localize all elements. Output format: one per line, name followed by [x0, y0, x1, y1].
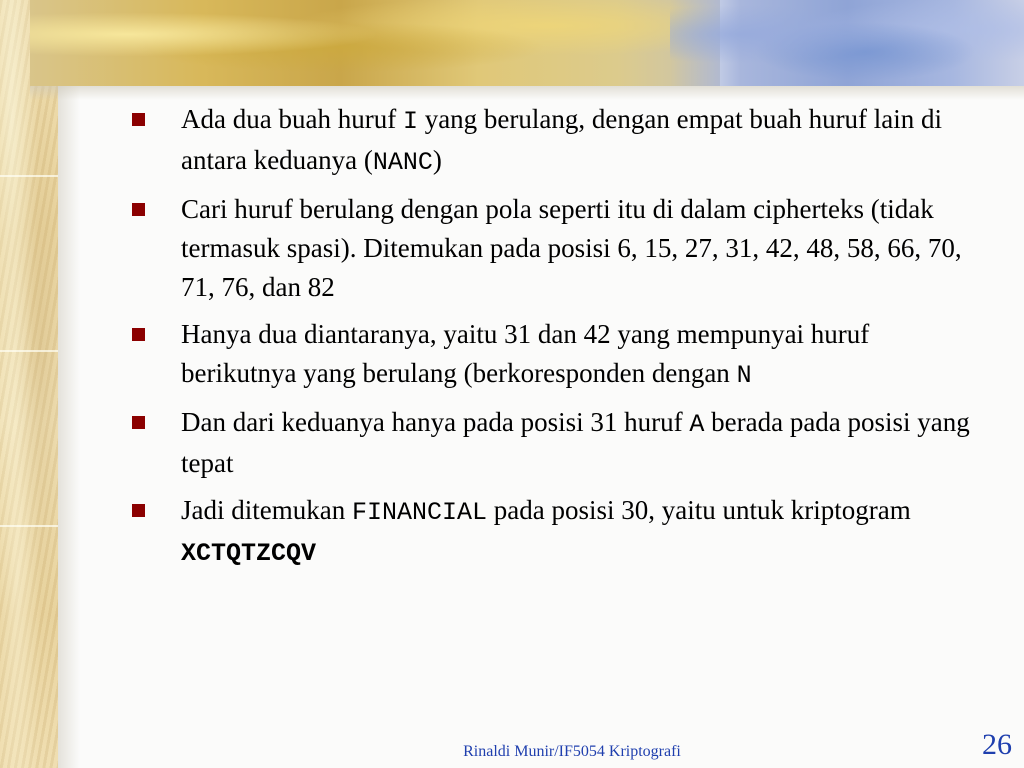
text-run: Dan dari keduanya hanya pada posisi 31 huruf [181, 407, 690, 437]
bullet-text [181, 104, 942, 175]
mono-text-run: NANC [372, 148, 433, 177]
bullet-item [130, 100, 990, 182]
text-run: Ada dua buah huruf [181, 104, 403, 134]
square-bullet-icon [132, 504, 145, 517]
mono-text-run: N [736, 361, 752, 390]
bullet-text [181, 495, 911, 566]
bullet-item [130, 491, 990, 573]
strip-tile-seam [0, 525, 58, 527]
bullet-list [130, 100, 990, 573]
text-run: ) [432, 145, 442, 175]
text-run: yang berulang, dengan empat buah huruf lain di antara keduanya ( [181, 104, 943, 175]
square-bullet-icon [132, 416, 145, 429]
square-bullet-icon [132, 113, 145, 126]
text-run: Hanya dua diantaranya, yaitu 31 dan 42 yang mempunyai huruf berikutnya yang berulang (berkoresponden dengan [181, 319, 870, 388]
slide-footer: Rinaldi Munir/IF5054 Kriptografi [463, 743, 681, 760]
text-run: Cari huruf berulang dengan pola seperti itu di dalam cipherteks (tidak termasuk spasi). Ditemukan pada posisi 6, 15, 27, 31, 42, 48, 58, 66, 70, 71, 76, dan 82 [181, 194, 962, 302]
mono-text-run: FINANCIAL [351, 498, 487, 527]
bullet-item [130, 403, 990, 483]
bold-mono-text-run: XCTQTZCQV [181, 539, 317, 568]
mono-text-run: I [402, 107, 418, 136]
bullet-text [181, 407, 970, 478]
strip-shadow [58, 0, 80, 768]
square-bullet-icon [132, 203, 145, 216]
text-run: pada posisi 30, yaitu untuk kriptogram [487, 495, 911, 525]
text-run: Jadi ditemukan [181, 495, 352, 525]
left-texture-strip [0, 0, 58, 768]
slide-content [130, 100, 990, 581]
bullet-text [181, 319, 869, 388]
square-bullet-icon [132, 328, 145, 341]
strip-tile-seam [0, 175, 58, 177]
strip-tile-seam [0, 350, 58, 352]
bullet-item [130, 315, 990, 395]
bullet-text [181, 194, 962, 302]
mono-text-run: A [689, 410, 705, 439]
banner-shadow [30, 86, 1024, 100]
page-number: 26 [982, 728, 1012, 761]
top-decorative-banner [30, 0, 1024, 86]
banner-blue-flowers [670, 0, 1024, 86]
text-run: berada pada posisi yang tepat [181, 407, 970, 478]
banner-gold-leaves [30, 0, 720, 86]
bullet-item [130, 190, 990, 307]
